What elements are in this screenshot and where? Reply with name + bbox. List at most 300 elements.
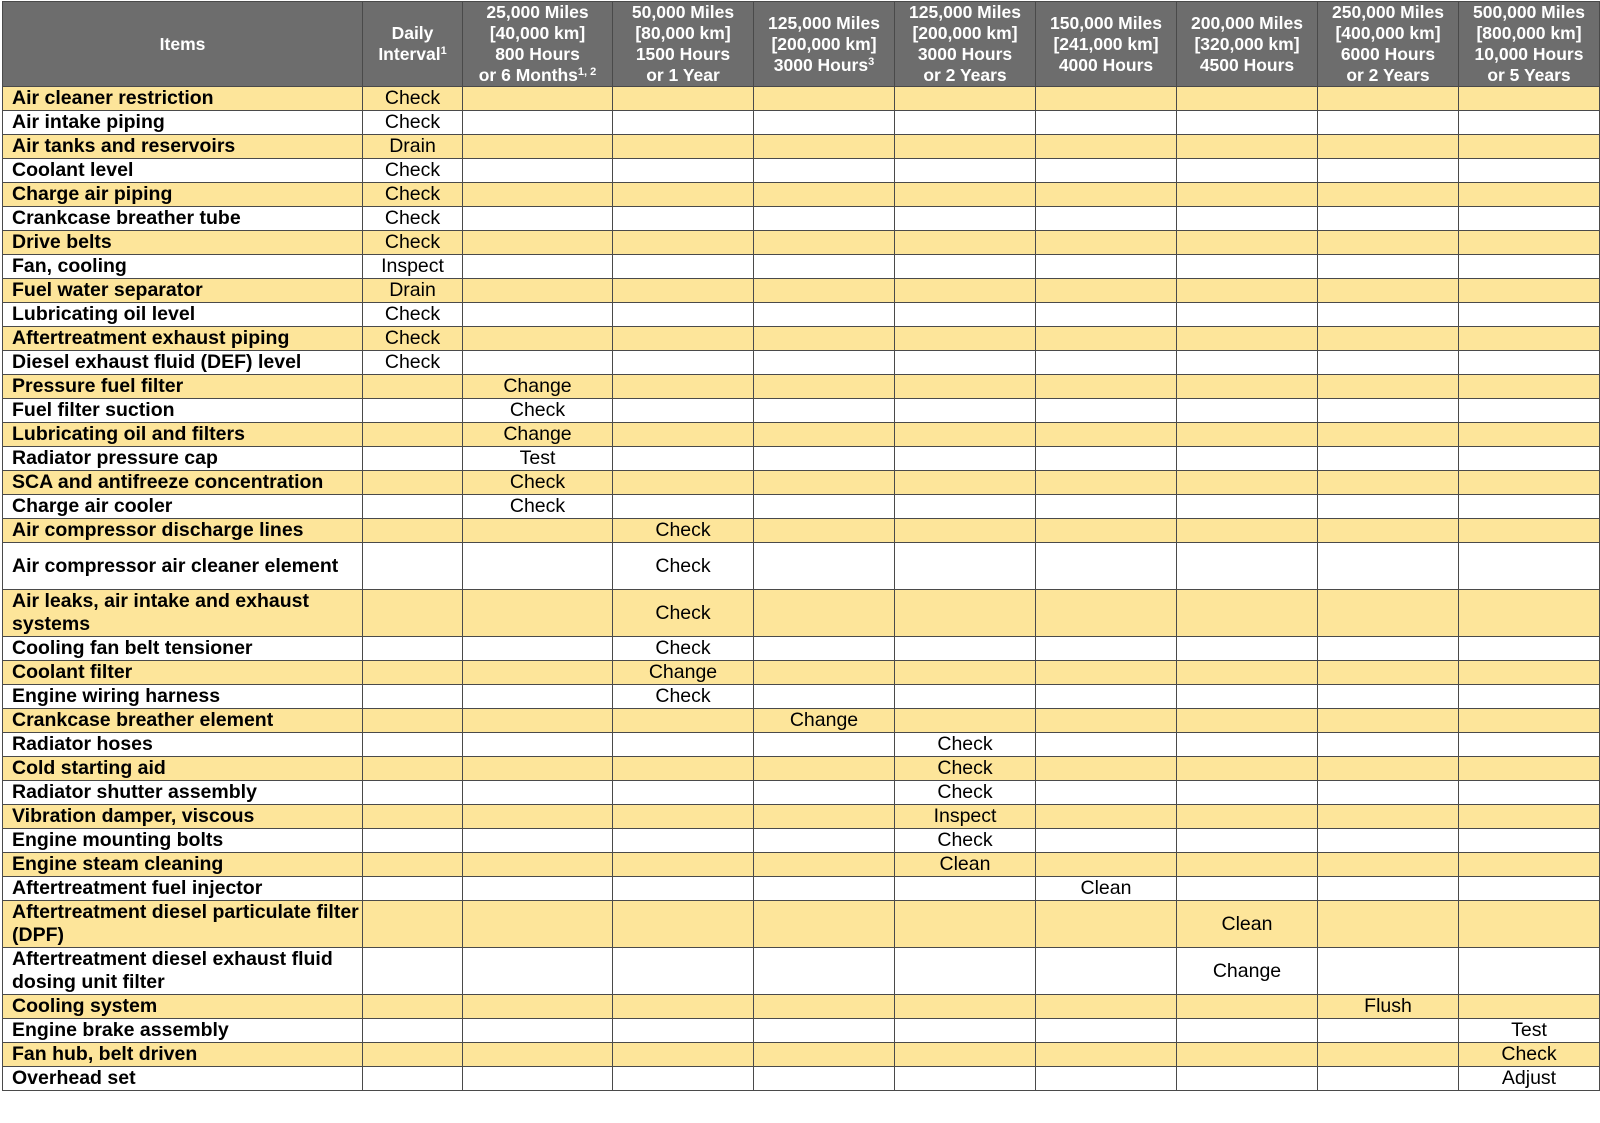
column-header-line: [241,000 km] <box>1053 33 1159 54</box>
empty-cell <box>463 135 613 159</box>
empty-cell <box>1459 805 1600 829</box>
item-name-cell: Air compressor air cleaner element <box>3 543 363 590</box>
empty-cell <box>463 111 613 135</box>
column-header-line: [200,000 km] <box>771 33 877 54</box>
action-cell: Check <box>363 183 463 207</box>
action-cell: Check <box>363 207 463 231</box>
empty-cell <box>1036 183 1177 207</box>
empty-cell <box>1036 111 1177 135</box>
empty-cell <box>754 519 895 543</box>
empty-cell <box>363 995 463 1019</box>
empty-cell <box>1177 853 1318 877</box>
item-name-cell: Charge air piping <box>3 183 363 207</box>
empty-cell <box>463 590 613 637</box>
column-header-line: [80,000 km] <box>635 23 731 43</box>
action-cell: Test <box>1459 1019 1600 1043</box>
action-cell: Test <box>463 447 613 471</box>
empty-cell <box>1036 327 1177 351</box>
empty-cell <box>1177 590 1318 637</box>
table-row <box>3 303 1600 327</box>
column-header-line: 125,000 Miles <box>768 12 880 33</box>
empty-cell <box>463 877 613 901</box>
empty-cell <box>463 685 613 709</box>
empty-cell <box>754 327 895 351</box>
action-cell: Clean <box>1036 877 1177 901</box>
empty-cell <box>754 135 895 159</box>
table-row <box>3 111 1600 135</box>
empty-cell <box>895 948 1036 995</box>
empty-cell <box>613 829 754 853</box>
table-row <box>3 159 1600 183</box>
item-name-cell: Cooling fan belt tensioner <box>3 637 363 661</box>
header-row <box>3 2 1600 87</box>
column-header-line: or 1 Year <box>646 65 720 85</box>
empty-cell <box>613 351 754 375</box>
empty-cell <box>613 423 754 447</box>
empty-cell <box>463 901 613 948</box>
item-name-cell: Crankcase breather element <box>3 709 363 733</box>
footnote-marker: 3 <box>868 55 875 68</box>
action-cell: Check <box>363 351 463 375</box>
empty-cell <box>363 447 463 471</box>
empty-cell <box>463 805 613 829</box>
empty-cell <box>1036 590 1177 637</box>
table-row <box>3 447 1600 471</box>
empty-cell <box>895 447 1036 471</box>
empty-cell <box>363 877 463 901</box>
empty-cell <box>1318 637 1459 661</box>
empty-cell <box>613 781 754 805</box>
action-cell: Check <box>363 87 463 111</box>
empty-cell <box>895 423 1036 447</box>
empty-cell <box>1177 1019 1318 1043</box>
empty-cell <box>1459 447 1600 471</box>
item-name-cell: Fan hub, belt driven <box>3 1043 363 1067</box>
empty-cell <box>1459 853 1600 877</box>
empty-cell <box>363 519 463 543</box>
action-cell: Check <box>895 733 1036 757</box>
action-cell: Inspect <box>895 805 1036 829</box>
empty-cell <box>463 351 613 375</box>
table-row <box>3 901 1600 948</box>
column-header-line: Daily <box>391 23 434 43</box>
empty-cell <box>1459 590 1600 637</box>
empty-cell <box>1318 231 1459 255</box>
empty-cell <box>613 207 754 231</box>
action-cell: Change <box>1177 948 1318 995</box>
column-header-line: 50,000 Miles <box>631 2 735 22</box>
empty-cell <box>895 901 1036 948</box>
empty-cell <box>1318 948 1459 995</box>
empty-cell <box>1459 829 1600 853</box>
action-cell: Check <box>613 685 754 709</box>
table-row <box>3 781 1600 805</box>
empty-cell <box>463 661 613 685</box>
empty-cell <box>363 805 463 829</box>
column-header-line: 6000 Hours <box>1340 44 1436 64</box>
empty-cell <box>363 853 463 877</box>
empty-cell <box>895 159 1036 183</box>
empty-cell <box>754 829 895 853</box>
item-name-cell: Diesel exhaust fluid (DEF) level <box>3 351 363 375</box>
empty-cell <box>754 948 895 995</box>
empty-cell <box>1036 399 1177 423</box>
empty-cell <box>463 231 613 255</box>
table-row <box>3 995 1600 1019</box>
empty-cell <box>1318 399 1459 423</box>
table-row <box>3 829 1600 853</box>
empty-cell <box>1318 423 1459 447</box>
empty-cell <box>1036 685 1177 709</box>
item-name-cell: Pressure fuel filter <box>3 375 363 399</box>
empty-cell <box>754 471 895 495</box>
empty-cell <box>1318 303 1459 327</box>
item-name-cell: Aftertreatment diesel particulate filter (DPF) <box>3 901 363 948</box>
table-row <box>3 399 1600 423</box>
empty-cell <box>895 709 1036 733</box>
empty-cell <box>1177 781 1318 805</box>
empty-cell <box>363 661 463 685</box>
table-row <box>3 135 1600 159</box>
item-name-cell: Engine wiring harness <box>3 685 363 709</box>
empty-cell <box>613 495 754 519</box>
empty-cell <box>613 471 754 495</box>
empty-cell <box>895 255 1036 279</box>
empty-cell <box>363 375 463 399</box>
empty-cell <box>1459 471 1600 495</box>
empty-cell <box>1036 495 1177 519</box>
empty-cell <box>895 375 1036 399</box>
action-cell: Clean <box>1177 901 1318 948</box>
column-header-line: 3000 Hours <box>917 44 1013 64</box>
footnote-marker: 1 <box>440 45 447 57</box>
empty-cell <box>754 590 895 637</box>
item-name-cell: Fan, cooling <box>3 255 363 279</box>
empty-cell <box>463 303 613 327</box>
column-header-line: or 5 Years <box>1487 65 1571 85</box>
empty-cell <box>363 590 463 637</box>
empty-cell <box>463 159 613 183</box>
empty-cell <box>363 685 463 709</box>
action-cell: Flush <box>1318 995 1459 1019</box>
column-header-line: 4500 Hours <box>1199 54 1295 75</box>
empty-cell <box>613 183 754 207</box>
empty-cell <box>1318 135 1459 159</box>
empty-cell <box>613 757 754 781</box>
table-row <box>3 733 1600 757</box>
empty-cell <box>895 399 1036 423</box>
table-row <box>3 1043 1600 1067</box>
item-name-cell: Lubricating oil and filters <box>3 423 363 447</box>
table-row <box>3 495 1600 519</box>
action-cell: Check <box>363 231 463 255</box>
column-header-interval-3 <box>613 2 754 87</box>
empty-cell <box>1036 1019 1177 1043</box>
empty-cell <box>1318 781 1459 805</box>
table-row <box>3 709 1600 733</box>
empty-cell <box>895 231 1036 255</box>
empty-cell <box>613 135 754 159</box>
empty-cell <box>895 471 1036 495</box>
empty-cell <box>1177 375 1318 399</box>
table-row <box>3 327 1600 351</box>
table-row <box>3 207 1600 231</box>
empty-cell <box>613 231 754 255</box>
action-cell: Check <box>363 159 463 183</box>
empty-cell <box>754 87 895 111</box>
empty-cell <box>754 901 895 948</box>
empty-cell <box>463 1019 613 1043</box>
empty-cell <box>754 877 895 901</box>
table-row <box>3 231 1600 255</box>
empty-cell <box>895 995 1036 1019</box>
empty-cell <box>1318 327 1459 351</box>
empty-cell <box>1459 327 1600 351</box>
empty-cell <box>754 1067 895 1091</box>
empty-cell <box>363 1019 463 1043</box>
empty-cell <box>1318 685 1459 709</box>
action-cell: Check <box>463 399 613 423</box>
footnote-marker: 1, 2 <box>577 66 597 78</box>
empty-cell <box>1177 805 1318 829</box>
empty-cell <box>895 877 1036 901</box>
empty-cell <box>613 901 754 948</box>
action-cell: Check <box>613 590 754 637</box>
empty-cell <box>1459 948 1600 995</box>
empty-cell <box>1318 375 1459 399</box>
empty-cell <box>1177 135 1318 159</box>
empty-cell <box>463 637 613 661</box>
table-row <box>3 471 1600 495</box>
column-header-interval-4 <box>754 2 895 87</box>
item-name-cell: Aftertreatment exhaust piping <box>3 327 363 351</box>
empty-cell <box>1459 781 1600 805</box>
empty-cell <box>363 709 463 733</box>
action-cell: Change <box>754 709 895 733</box>
empty-cell <box>1318 207 1459 231</box>
column-header-interval-9 <box>1459 2 1600 87</box>
empty-cell <box>1318 805 1459 829</box>
empty-cell <box>754 279 895 303</box>
empty-cell <box>1318 661 1459 685</box>
empty-cell <box>1459 423 1600 447</box>
empty-cell <box>754 781 895 805</box>
column-header-text: 3000 Hours <box>773 54 869 75</box>
action-cell: Check <box>613 543 754 590</box>
item-name-cell: SCA and antifreeze concentration <box>3 471 363 495</box>
column-header-interval-8 <box>1318 2 1459 87</box>
empty-cell <box>895 495 1036 519</box>
empty-cell <box>1177 685 1318 709</box>
table-row <box>3 1019 1600 1043</box>
empty-cell <box>613 733 754 757</box>
empty-cell <box>613 1043 754 1067</box>
column-header-line: 150,000 Miles <box>1050 12 1162 33</box>
empty-cell <box>1177 637 1318 661</box>
empty-cell <box>463 781 613 805</box>
empty-cell <box>1036 543 1177 590</box>
empty-cell <box>754 685 895 709</box>
empty-cell <box>895 1067 1036 1091</box>
column-header-interval-7 <box>1177 2 1318 87</box>
item-name-cell: Crankcase breather tube <box>3 207 363 231</box>
column-header-interval-2 <box>463 2 613 87</box>
empty-cell <box>895 111 1036 135</box>
empty-cell <box>1318 471 1459 495</box>
item-name-cell: Radiator shutter assembly <box>3 781 363 805</box>
empty-cell <box>754 543 895 590</box>
empty-cell <box>1459 87 1600 111</box>
item-name-cell: Engine steam cleaning <box>3 853 363 877</box>
empty-cell <box>1318 519 1459 543</box>
empty-cell <box>363 1043 463 1067</box>
empty-cell <box>1036 255 1177 279</box>
empty-cell <box>895 1043 1036 1067</box>
empty-cell <box>1036 661 1177 685</box>
action-cell: Check <box>363 303 463 327</box>
empty-cell <box>754 661 895 685</box>
empty-cell <box>1318 279 1459 303</box>
item-name-cell: Coolant filter <box>3 661 363 685</box>
column-header-line: or 2 Years <box>1346 65 1430 85</box>
item-name-cell: Engine mounting bolts <box>3 829 363 853</box>
empty-cell <box>1177 279 1318 303</box>
column-header-line: [800,000 km] <box>1476 23 1582 43</box>
empty-cell <box>1036 637 1177 661</box>
empty-cell <box>463 995 613 1019</box>
empty-cell <box>613 111 754 135</box>
empty-cell <box>1036 207 1177 231</box>
empty-cell <box>1318 495 1459 519</box>
empty-cell <box>895 135 1036 159</box>
empty-cell <box>1177 519 1318 543</box>
empty-cell <box>1177 1043 1318 1067</box>
table-row <box>3 255 1600 279</box>
empty-cell <box>895 519 1036 543</box>
empty-cell <box>754 853 895 877</box>
item-name-cell: Vibration damper, viscous <box>3 805 363 829</box>
empty-cell <box>1459 495 1600 519</box>
empty-cell <box>754 447 895 471</box>
empty-cell <box>1459 995 1600 1019</box>
item-name-cell: Radiator hoses <box>3 733 363 757</box>
empty-cell <box>1036 231 1177 255</box>
empty-cell <box>1318 877 1459 901</box>
item-name-cell: Aftertreatment diesel exhaust fluid dosing unit filter <box>3 948 363 995</box>
empty-cell <box>1318 901 1459 948</box>
column-header-line: 250,000 Miles <box>1332 2 1444 22</box>
empty-cell <box>895 207 1036 231</box>
empty-cell <box>1318 183 1459 207</box>
table-row <box>3 757 1600 781</box>
action-cell: Change <box>463 423 613 447</box>
item-name-cell: Air compressor discharge lines <box>3 519 363 543</box>
empty-cell <box>1177 159 1318 183</box>
empty-cell <box>1459 111 1600 135</box>
action-cell: Check <box>613 519 754 543</box>
item-name-cell: Air intake piping <box>3 111 363 135</box>
empty-cell <box>1177 111 1318 135</box>
empty-cell <box>463 733 613 757</box>
column-header-line: 200,000 Miles <box>1191 12 1303 33</box>
column-header-line <box>754 55 894 76</box>
empty-cell <box>1459 709 1600 733</box>
column-header-line <box>463 65 612 86</box>
empty-cell <box>1459 303 1600 327</box>
empty-cell <box>754 351 895 375</box>
empty-cell <box>613 375 754 399</box>
empty-cell <box>895 183 1036 207</box>
table-row <box>3 685 1600 709</box>
empty-cell <box>1177 207 1318 231</box>
empty-cell <box>463 207 613 231</box>
column-header-items <box>3 2 363 87</box>
table-row <box>3 351 1600 375</box>
empty-cell <box>613 399 754 423</box>
action-cell: Drain <box>363 135 463 159</box>
empty-cell <box>463 757 613 781</box>
empty-cell <box>1036 159 1177 183</box>
empty-cell <box>754 183 895 207</box>
empty-cell <box>895 1019 1036 1043</box>
item-name-cell: Aftertreatment fuel injector <box>3 877 363 901</box>
column-header-line: 10,000 Hours <box>1474 44 1584 64</box>
column-header-line: [400,000 km] <box>1335 23 1441 43</box>
empty-cell <box>1177 543 1318 590</box>
empty-cell <box>754 399 895 423</box>
empty-cell <box>1036 1043 1177 1067</box>
empty-cell <box>363 757 463 781</box>
table-body <box>3 87 1600 1091</box>
action-cell: Check <box>613 637 754 661</box>
table-row <box>3 661 1600 685</box>
empty-cell <box>754 207 895 231</box>
action-cell: Change <box>613 661 754 685</box>
empty-cell <box>1036 948 1177 995</box>
empty-cell <box>1177 447 1318 471</box>
empty-cell <box>1177 495 1318 519</box>
empty-cell <box>1036 901 1177 948</box>
empty-cell <box>1459 661 1600 685</box>
empty-cell <box>463 87 613 111</box>
empty-cell <box>1459 637 1600 661</box>
empty-cell <box>895 590 1036 637</box>
empty-cell <box>463 279 613 303</box>
empty-cell <box>1036 1067 1177 1091</box>
table-header <box>3 2 1600 87</box>
empty-cell <box>1459 351 1600 375</box>
empty-cell <box>1318 829 1459 853</box>
empty-cell <box>1177 183 1318 207</box>
column-header-interval-6 <box>1036 2 1177 87</box>
empty-cell <box>754 255 895 279</box>
empty-cell <box>613 1067 754 1091</box>
empty-cell <box>613 87 754 111</box>
column-header-line: [200,000 km] <box>912 23 1018 43</box>
column-header-line: 1500 Hours <box>635 44 731 64</box>
empty-cell <box>895 303 1036 327</box>
table-row <box>3 805 1600 829</box>
empty-cell <box>1036 375 1177 399</box>
empty-cell <box>1177 757 1318 781</box>
table-row <box>3 519 1600 543</box>
action-cell: Check <box>363 111 463 135</box>
item-name-cell: Fuel water separator <box>3 279 363 303</box>
empty-cell <box>895 685 1036 709</box>
empty-cell <box>613 255 754 279</box>
empty-cell <box>754 111 895 135</box>
action-cell: Check <box>895 829 1036 853</box>
